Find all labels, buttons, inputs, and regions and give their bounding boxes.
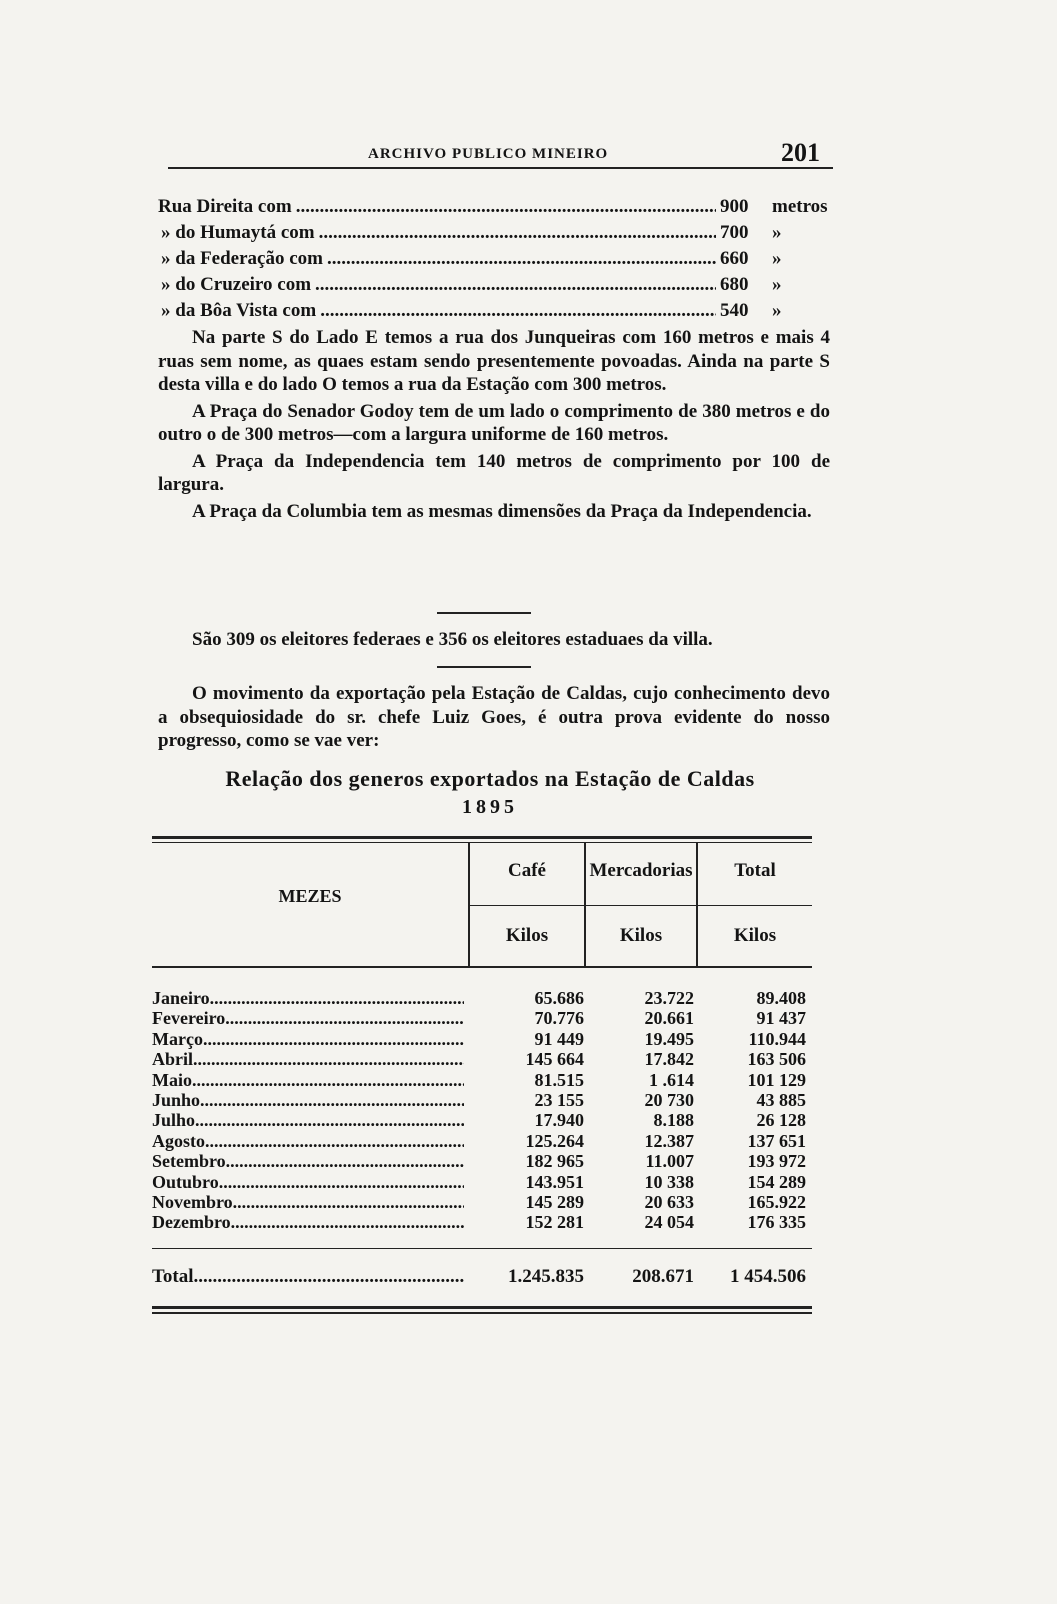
export-table (152, 830, 812, 1320)
street-length: 680 (720, 274, 749, 295)
table-row (152, 1070, 812, 1090)
cafe-cell: 152 281 (525, 1212, 584, 1233)
paragraph: Na parte S do Lado E temos a rua dos Junqueiras com 160 metros e mais 4 ruas sem nome, as quaes estam sendo presentemente povoadas. Ainda na parte S desta villa e do lado O temos a rua da Estação com 300 metros. (158, 327, 830, 395)
street-name: » do Cruzeiro com (161, 274, 312, 295)
header-total: Total (734, 860, 776, 881)
table-row (152, 1131, 812, 1151)
table-row (152, 1090, 812, 1110)
table-row (152, 1151, 812, 1171)
table-title: Relação dos generos exportados na Estação de Caldas (225, 766, 755, 791)
street-row (158, 248, 838, 274)
month-cell: Agosto ..... (152, 1131, 464, 1152)
cafe-cell: 23 155 (534, 1089, 584, 1110)
total-cell: 176 335 (747, 1212, 806, 1233)
total-cell: 101 129 (747, 1069, 806, 1090)
street-list (158, 196, 838, 326)
header-unit-merc: Kilos (619, 925, 663, 946)
total-cell: 89.408 (756, 988, 806, 1008)
total-merc: 208.671 (632, 1266, 694, 1287)
cafe-cell: 145 289 (525, 1191, 584, 1212)
cafe-cell: 81.515 (534, 1069, 584, 1090)
merc-cell: 24 054 (644, 1212, 694, 1233)
header-title: ARCHIVO PUBLICO MINEIRO (368, 146, 609, 162)
header-rule (168, 167, 833, 169)
paragraph: A Praça do Senador Godoy tem de um lado o comprimento de 380 metros e do outro o de 300 metros—com a largura uniforme de 160 metros. (158, 400, 830, 445)
body-text (158, 326, 830, 526)
movement-text (158, 682, 830, 756)
month-cell: Outubro ..... (152, 1172, 464, 1193)
merc-cell: 23.722 (644, 988, 694, 1008)
table-row (152, 988, 812, 1008)
total-cell: 137 651 (747, 1130, 806, 1151)
total-cell: 165.922 (747, 1191, 806, 1212)
paragraph: O movimento da exportação pela Estação de Caldas, cujo conhecimento devo a obsequiosidade do sr. chefe Luiz Goes, é outra prova evidente do nosso progresso, como se vae ver: (158, 683, 830, 751)
total-label: Total ..... (152, 1266, 464, 1288)
street-unit: » (772, 274, 782, 295)
cafe-cell: 145 664 (525, 1049, 584, 1070)
header-mercadorias: Mercadorias (589, 860, 693, 881)
street-name: » do Humaytá com (161, 222, 315, 243)
street-length: 660 (720, 248, 749, 269)
merc-cell: 10 338 (644, 1171, 694, 1192)
total-cell: 163 506 (747, 1049, 806, 1070)
street-unit: » (772, 222, 782, 243)
cafe-cell: 65.686 (534, 988, 584, 1008)
street-length: 700 (720, 222, 749, 243)
street-row (158, 300, 838, 326)
street-length: 540 (720, 300, 749, 321)
table-total-row (152, 1266, 812, 1290)
total-cell: 91 437 (756, 1008, 806, 1029)
total-total: 1 454.506 (730, 1266, 806, 1287)
table-row (152, 1110, 812, 1130)
table-row (152, 1212, 812, 1232)
table-row (152, 1008, 812, 1028)
street-unit: » (772, 248, 782, 269)
section-divider (437, 612, 531, 614)
page-header (168, 136, 828, 166)
cafe-cell: 91 449 (534, 1028, 584, 1049)
street-row (158, 196, 838, 222)
street-name: » da Bôa Vista com (161, 300, 317, 321)
street-row (158, 222, 838, 248)
table-row (152, 1029, 812, 1049)
cafe-cell: 17.940 (534, 1110, 584, 1131)
merc-cell: 12.387 (644, 1130, 694, 1151)
merc-cell: 20.661 (644, 1008, 694, 1029)
merc-cell: 11.007 (645, 1151, 694, 1172)
merc-cell: 19.495 (644, 1028, 694, 1049)
merc-cell: 20 730 (644, 1089, 694, 1110)
section-divider (437, 666, 531, 668)
street-row (158, 274, 838, 300)
month-cell: Janeiro ..... (152, 988, 464, 1009)
table-row (152, 1192, 812, 1212)
header-unit-total: Kilos (733, 925, 777, 946)
total-cell: 154 289 (747, 1171, 806, 1192)
merc-cell: 8.188 (653, 1110, 694, 1131)
merc-cell: 17.842 (644, 1049, 694, 1070)
cafe-cell: 70.776 (534, 1008, 584, 1029)
cafe-cell: 182 965 (525, 1151, 584, 1172)
table-year: 1895 (462, 796, 518, 818)
month-cell: Dezembro ..... (152, 1212, 464, 1233)
paragraph: A Praça da Independencia tem 140 metros de comprimento por 100 de largura. (158, 450, 830, 495)
month-cell: Abril ..... (152, 1049, 464, 1070)
paragraph: São 309 os eleitores federaes e 356 os eleitores estaduaes da villa. (192, 629, 713, 650)
month-cell: Julho ..... (152, 1110, 464, 1131)
total-cafe: 1.245.835 (508, 1266, 584, 1287)
header-unit-cafe: Kilos (505, 925, 549, 946)
month-cell: Novembro ..... (152, 1192, 464, 1213)
total-cell: 110.944 (748, 1028, 806, 1049)
merc-cell: 20 633 (644, 1191, 694, 1212)
merc-cell: 1 .614 (649, 1069, 694, 1090)
cafe-cell: 143.951 (525, 1171, 584, 1192)
paragraph: A Praça da Columbia tem as mesmas dimensões da Praça da Independencia. (192, 500, 812, 522)
table-body (152, 988, 812, 1233)
total-cell: 193 972 (747, 1151, 806, 1172)
month-cell: Maio ..... (152, 1070, 464, 1091)
cafe-cell: 125.264 (525, 1130, 584, 1151)
table-row (152, 1049, 812, 1069)
street-length: 900 (720, 196, 749, 217)
page-number: 201 (781, 138, 820, 167)
month-cell: Setembro ..... (152, 1151, 464, 1172)
street-unit: metros (772, 196, 828, 217)
header-months: MEZES (278, 886, 342, 906)
table-row (152, 1172, 812, 1192)
month-cell: Junho ..... (152, 1090, 464, 1111)
month-cell: Fevereiro ..... (152, 1008, 464, 1029)
electors-text (158, 628, 830, 655)
street-name: » da Federação com (161, 248, 323, 269)
street-unit: » (772, 300, 782, 321)
street-name: Rua Direita com (158, 196, 292, 217)
total-cell: 43 885 (756, 1089, 806, 1110)
header-cafe: Café (508, 860, 546, 881)
total-cell: 26 128 (756, 1110, 806, 1131)
month-cell: Março ..... (152, 1029, 464, 1050)
